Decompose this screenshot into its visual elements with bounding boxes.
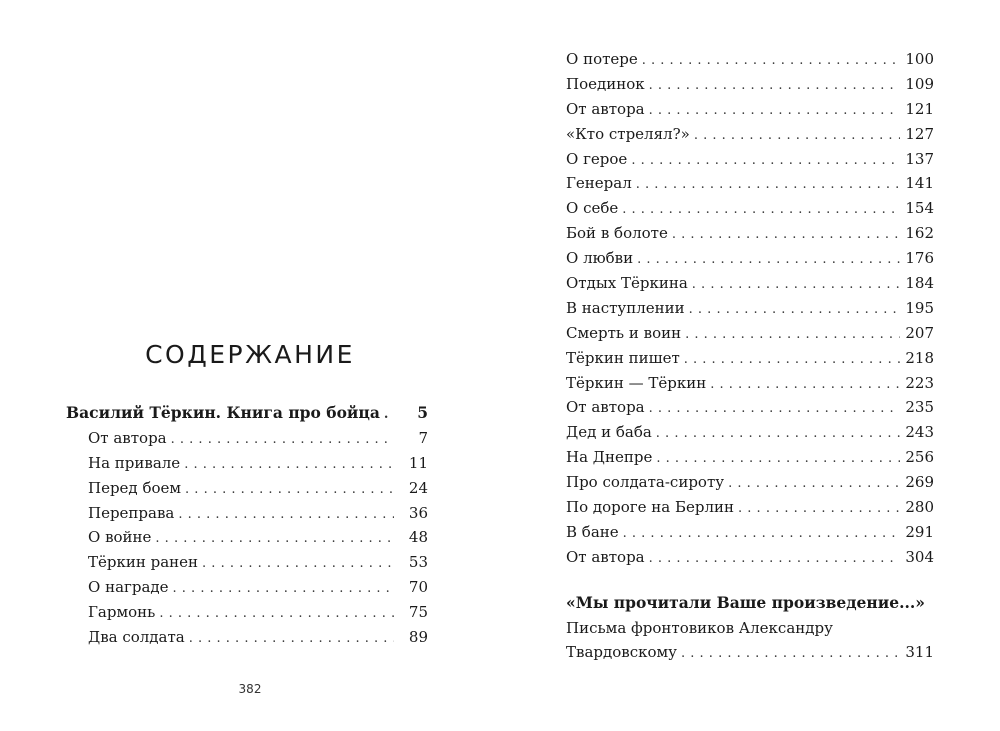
toc-entry-title: От автора — [566, 99, 645, 118]
toc-entry[interactable] — [566, 545, 934, 570]
toc-entry[interactable] — [566, 221, 934, 246]
toc-entry[interactable] — [566, 470, 934, 495]
toc-entry[interactable] — [566, 371, 934, 396]
dot-leader — [202, 552, 394, 577]
toc-entry[interactable] — [566, 147, 934, 172]
page-number: 11 — [408, 453, 428, 472]
toc-entry[interactable] — [566, 640, 934, 665]
toc-entry-title: О потере — [566, 50, 638, 68]
page-number: 304 — [905, 547, 934, 566]
toc-entry-title: В наступлении — [566, 298, 685, 317]
toc-entry-title: Тёркин ранен — [88, 553, 199, 572]
toc-part-title: Василий Тёркин. Книга про бойца — [66, 403, 380, 422]
dot-leader — [672, 223, 900, 248]
toc-entry[interactable] — [66, 476, 428, 501]
page-number: 89 — [408, 628, 428, 647]
page-number: 121 — [905, 99, 934, 118]
dot-leader — [684, 348, 900, 373]
toc-entry-title: Бой в болоте — [566, 224, 668, 243]
dot-leader — [656, 422, 900, 447]
toc-entry[interactable] — [566, 122, 934, 147]
toc-heading: СОДЕРЖАНИЕ — [145, 340, 355, 369]
page-number: 141 — [905, 174, 934, 193]
page-number: 36 — [408, 503, 428, 522]
toc-entry[interactable] — [66, 600, 428, 625]
dot-leader — [631, 149, 900, 174]
dot-leader — [685, 323, 900, 348]
page-number: 223 — [905, 373, 934, 392]
toc-entry[interactable] — [66, 451, 428, 476]
page-number: 291 — [905, 522, 934, 541]
page-folio: 382 — [238, 682, 262, 696]
page-number: 100 — [905, 50, 934, 68]
toc-entry-title: На привале — [88, 453, 181, 472]
dot-leader — [171, 428, 394, 453]
page-number: 53 — [408, 553, 428, 572]
page-number: 70 — [408, 578, 428, 597]
dot-leader — [649, 397, 900, 422]
toc-entry-title: О герое — [566, 149, 628, 168]
toc-part-title[interactable]: «Мы прочитали Ваше произведение...» — [566, 593, 925, 612]
toc-entry-title: О награде — [88, 578, 169, 597]
toc-entry-title: Дед и баба — [566, 423, 652, 442]
dot-leader — [178, 503, 394, 528]
toc-entry-title: Гармонь — [88, 603, 156, 622]
toc-entry[interactable] — [66, 550, 428, 575]
page-number: 184 — [905, 274, 934, 293]
dot-leader — [649, 547, 900, 572]
toc-entry[interactable] — [566, 271, 934, 296]
page-number: 75 — [408, 603, 428, 622]
page-number: 176 — [905, 249, 934, 268]
toc-entry-title-line1[interactable]: Письма фронтовиков Александру — [566, 619, 833, 637]
page-number: 48 — [408, 528, 428, 547]
toc-entry[interactable] — [66, 625, 428, 650]
toc-entry-title: Тёркин пишет — [566, 348, 680, 367]
dot-leader — [649, 74, 900, 99]
dot-leader — [656, 447, 900, 472]
dot-leader — [384, 403, 394, 428]
toc-entry-title: О любви — [566, 249, 634, 268]
toc-part-entry[interactable] — [66, 401, 428, 426]
toc-entry-title: Смерть и воин — [566, 323, 682, 342]
toc-entry[interactable] — [566, 346, 934, 371]
toc-entry[interactable] — [566, 395, 934, 420]
dot-leader — [710, 373, 900, 398]
toc-entry-title: Поединок — [566, 74, 645, 93]
toc-entry[interactable] — [566, 296, 934, 321]
toc-entry[interactable] — [566, 520, 934, 545]
dot-leader — [623, 522, 900, 547]
toc-entry-title: От автора — [566, 547, 645, 566]
dot-leader — [728, 472, 900, 497]
page-number: 243 — [905, 423, 934, 442]
toc-entry-title: Два солдата — [88, 628, 185, 647]
toc-entry-title: По дороге на Берлин — [566, 498, 735, 517]
toc-entry-title: Про солдата-сироту — [566, 473, 725, 492]
dot-leader — [155, 527, 394, 552]
dot-leader — [642, 49, 900, 74]
toc-entry[interactable] — [566, 321, 934, 346]
toc-list-right — [566, 47, 934, 570]
toc-entry[interactable] — [66, 575, 428, 600]
dot-leader — [185, 478, 394, 503]
page-number: 137 — [905, 149, 934, 168]
toc-entry[interactable] — [566, 47, 934, 72]
toc-entry-title: Переправа — [88, 503, 175, 522]
toc-entry[interactable] — [566, 246, 934, 271]
toc-part-letters — [566, 591, 934, 665]
dot-leader — [689, 298, 900, 323]
dot-leader — [649, 99, 900, 124]
dot-leader — [681, 642, 900, 667]
toc-entry[interactable] — [66, 426, 428, 451]
dot-leader — [173, 577, 394, 602]
toc-entry[interactable] — [566, 420, 934, 445]
dot-leader — [694, 124, 900, 149]
page-number: 7 — [418, 428, 428, 447]
dot-leader — [159, 602, 394, 627]
toc-entry-title: О войне — [88, 528, 152, 547]
toc-entry-title: Отдых Тёркина — [566, 274, 688, 293]
toc-entry[interactable] — [566, 72, 934, 97]
toc-entry[interactable] — [566, 495, 934, 520]
page-number: 256 — [905, 448, 934, 467]
toc-entry[interactable] — [566, 196, 934, 221]
toc-entry-title: Перед боем — [88, 478, 182, 497]
page-number: 162 — [905, 224, 934, 243]
dot-leader — [622, 198, 900, 223]
page-number: 24 — [408, 478, 428, 497]
toc-entry-title: «Кто стрелял?» — [566, 124, 690, 143]
page-number: 207 — [905, 323, 934, 342]
toc-entry[interactable] — [66, 525, 428, 550]
page-number: 5 — [417, 403, 428, 422]
page-number: 235 — [905, 398, 934, 417]
toc-entry-title: О себе — [566, 199, 619, 218]
toc-entry-title: От автора — [566, 398, 645, 417]
toc-entry-title-line2: Твардовскому — [566, 643, 678, 661]
page-number: 109 — [905, 74, 934, 93]
dot-leader — [692, 273, 900, 298]
toc-entry-title: От автора — [88, 428, 167, 447]
dot-leader — [738, 497, 900, 522]
dot-leader — [636, 173, 900, 198]
toc-entry[interactable] — [66, 501, 428, 526]
page-number: 195 — [905, 298, 934, 317]
page-number: 311 — [905, 643, 934, 661]
toc-entry-title: Тёркин — Тёркин — [566, 373, 707, 392]
toc-entry-title: На Днепре — [566, 448, 653, 467]
page-number: 154 — [905, 199, 934, 218]
page-number: 269 — [905, 473, 934, 492]
toc-entry[interactable] — [566, 171, 934, 196]
dot-leader — [189, 627, 394, 652]
toc-entry[interactable] — [566, 445, 934, 470]
toc-entry-title: Генерал — [566, 174, 632, 193]
toc-entry[interactable] — [566, 97, 934, 122]
dot-leader — [184, 453, 394, 478]
page-number: 218 — [905, 348, 934, 367]
page-number: 280 — [905, 498, 934, 517]
dot-leader — [637, 248, 900, 273]
toc-list-left — [66, 401, 428, 650]
page-number: 127 — [905, 124, 934, 143]
toc-entry-title: В бане — [566, 522, 619, 541]
